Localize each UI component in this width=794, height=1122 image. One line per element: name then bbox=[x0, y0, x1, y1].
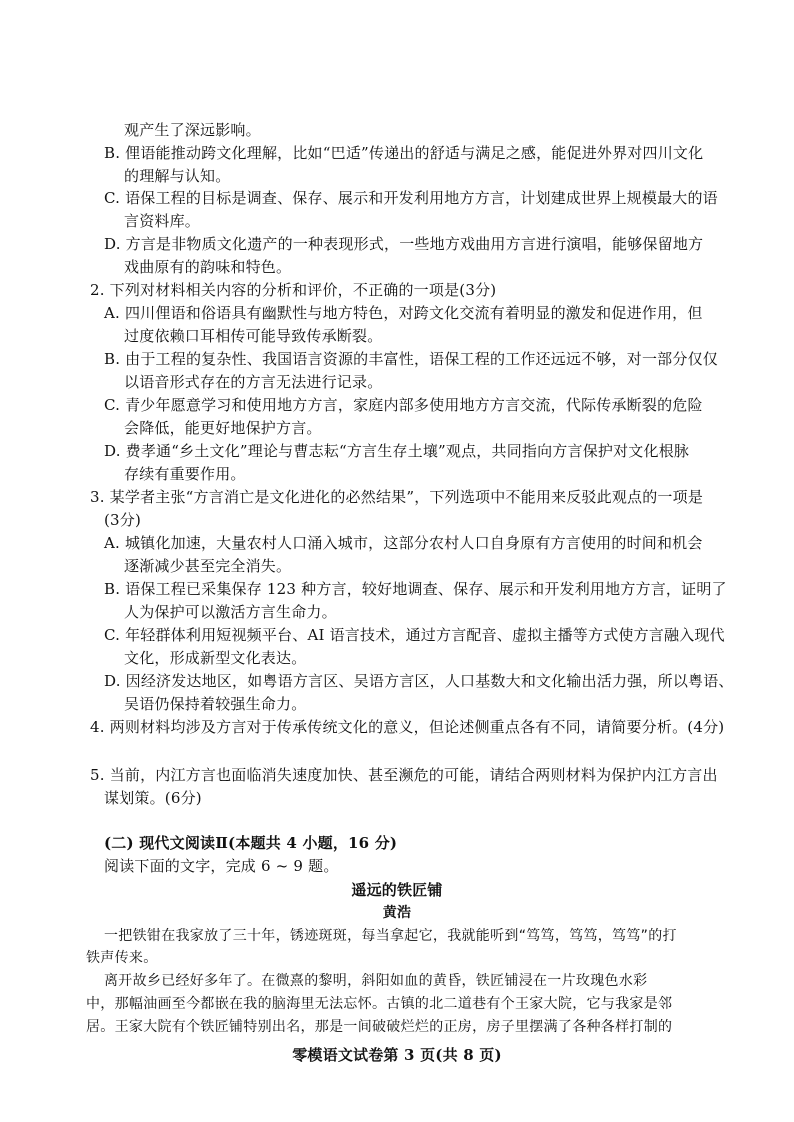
q2-option-b-line2: 以语音形式存在的方言无法进行记录。 bbox=[124, 373, 383, 391]
q3-option-d-line1: D. 因经济发达地区，如粤语方言区、吴语方言区，人口基数大和文化输出活力强，所以粤语、 bbox=[104, 672, 734, 690]
q2-option-d-line1: D. 费孝通“乡土文化”理论与曹志耘“方言生存土壤”观点，共同指向方言保护对文化根脉 bbox=[104, 442, 690, 460]
question-2-stem: 2. 下列对材料相关内容的分析和评价，不正确的一项是(3分) bbox=[90, 281, 497, 299]
prev-option-c-line1: C. 语保工程的目标是调查、保存、展示和开发利用地方方言，计划建成世界上规模最大的语 bbox=[104, 189, 718, 207]
q3-option-b-line2: 人为保护可以激活方言生命力。 bbox=[124, 603, 337, 621]
story-author: 黄浩 bbox=[382, 905, 412, 921]
story-title: 遥远的铁匠铺 bbox=[351, 881, 443, 899]
q3-option-a-line1: A. 城镇化加速，大量农村人口涌入城市，这部分农村人口自身原有方言使用的时间和机会 bbox=[104, 534, 703, 552]
q3-option-b-line1: B. 语保工程已采集保存 123 种方言，较好地调查、保存、展示和开发利用地方方言，证明了 bbox=[104, 580, 727, 598]
section-instruction: 阅读下面的文字，完成 6 ~ 9 题。 bbox=[104, 857, 339, 875]
q3-option-a-line2: 逐渐减少甚至完全消失。 bbox=[124, 557, 292, 575]
q3-option-d-line2: 吴语仍保持着较强生命力。 bbox=[124, 695, 307, 713]
section-heading: (二) 现代文阅读Ⅱ(本题共 4 小题，16 分) bbox=[104, 834, 398, 852]
q2-option-a-line2: 过度依赖口耳相传可能导致传承断裂。 bbox=[124, 327, 383, 345]
prev-option-d-line2: 戏曲原有的韵味和特色。 bbox=[124, 258, 292, 276]
q2-option-a-line1: A. 四川俚语和俗语具有幽默性与地方特色，对跨文化交流有着明显的激发和促进作用，但 bbox=[104, 304, 703, 322]
question-3-stem-line1: 3. 某学者主张“方言消亡是文化进化的必然结果”，下列选项中不能用来反驳此观点的一项是 bbox=[90, 488, 704, 506]
story-para2-line2: 中，那幅油画至今都嵌在我的脑海里无法忘怀。古镇的北二道巷有个王家大院，它与我家是邻 bbox=[86, 996, 673, 1012]
story-para1-line2: 铁声传来。 bbox=[86, 950, 158, 966]
q2-option-c-line2: 会降低，能更好地保护方言。 bbox=[124, 419, 322, 437]
question-3-stem-line2: (3分) bbox=[104, 511, 142, 529]
question-4-stem: 4. 两则材料均涉及方言对于传承传统文化的意义，但论述侧重点各有不同，请简要分析。(4分) bbox=[90, 718, 725, 736]
q2-option-b-line1: B. 由于工程的复杂性、我国语言资源的丰富性，语保工程的工作还远远不够，对一部分仅仅 bbox=[104, 350, 718, 368]
story-para2-line3: 居。王家大院有个铁匠铺特别出名，那是一间破破烂烂的正房，房子里摆满了各种各样打制的 bbox=[86, 1019, 673, 1035]
q3-option-c-line1: C. 年轻群体利用短视频平台、AI 语言技术，通过方言配音、虚拟主播等方式使方言融入现代 bbox=[104, 626, 725, 644]
question-5-stem-line1: 5. 当前，内江方言也面临消失速度加快、甚至濒危的可能，请结合两则材料为保护内江方言出 bbox=[90, 766, 718, 784]
prev-option-b-line2: 的理解与认知。 bbox=[124, 167, 231, 185]
story-para1-line1: 一把铁钳在我家放了三十年，锈迹斑斑，每当拿起它，我就能听到“笃笃，笃笃，笃笃”的打 bbox=[104, 928, 677, 944]
q2-option-c-line1: C. 青少年愿意学习和使用地方方言，家庭内部多使用地方方言交流，代际传承断裂的危险 bbox=[104, 396, 703, 414]
q3-option-c-line2: 文化，形成新型文化表达。 bbox=[124, 649, 307, 667]
prev-continuation: 观产生了深远影响。 bbox=[124, 121, 261, 139]
q2-option-d-line2: 存续有重要作用。 bbox=[124, 465, 246, 483]
page-footer: 零模语文试卷第 3 页(共 8 页) bbox=[292, 1046, 502, 1064]
prev-option-d-line1: D. 方言是非物质文化遗产的一种表现形式，一些地方戏曲用方言进行演唱，能够保留地方 bbox=[104, 235, 704, 253]
prev-option-b-line1: B. 俚语能推动跨文化理解，比如“巴适”传递出的舒适与满足之感，能促进外界对四川文化 bbox=[104, 144, 704, 162]
story-para2-line1: 离开故乡已经好多年了。在微熹的黎明，斜阳如血的黄昏，铁匠铺浸在一片玫瑰色水彩 bbox=[104, 973, 648, 989]
prev-option-c-line2: 言资料库。 bbox=[124, 212, 201, 230]
question-5-stem-line2: 谋划策。(6分) bbox=[104, 789, 202, 807]
